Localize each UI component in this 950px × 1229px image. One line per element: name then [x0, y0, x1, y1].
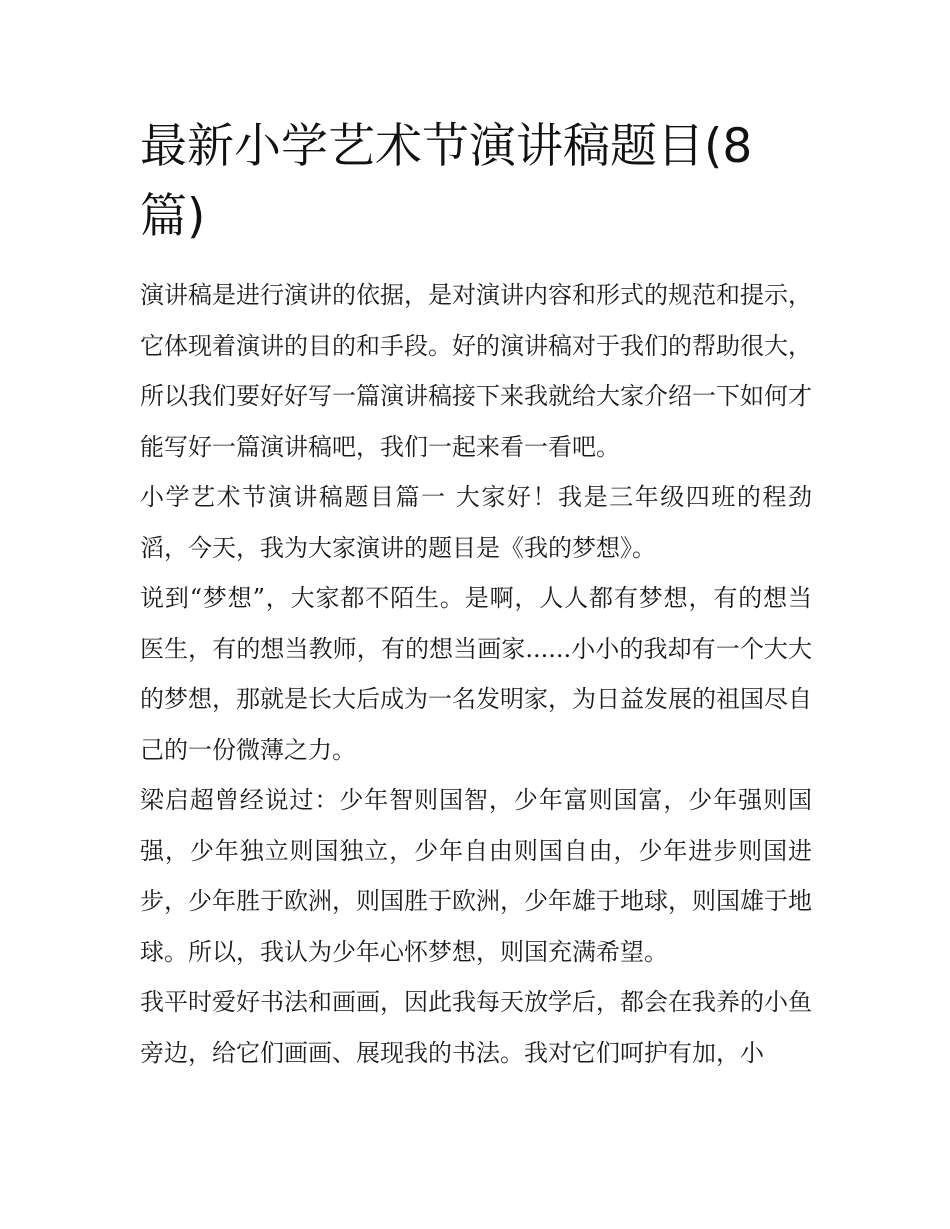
document-body: [140, 270, 812, 1078]
paragraph-dream: 说到“梦想”，大家都不陌生。是啊，人人都有梦想，有的想当医生，有的想当教师，有的想当画家......小小的我却有一个大大的梦想，那就是长大后成为一名发明家，为日益发展的祖国尽自己的一份微薄之力。: [140, 584, 812, 764]
paragraph-intro: 演讲稿是进行演讲的依据，是对演讲内容和形式的规范和提示，它体现着演讲的目的和手段。好的演讲稿对于我们的帮助很大，所以我们要好好写一篇演讲稿接下来我就给大家介绍一下如何才能写好一篇演讲稿吧，我们一起来看一看吧。: [140, 281, 812, 461]
paragraph-quote: 梁启超曾经说过：少年智则国智，少年富则国富，少年强则国强，少年独立则国独立，少年自由则国自由，少年进步则国进步，少年胜于欧洲，则国胜于欧洲，少年雄于地球，则国雄于地球。所以，我认为少年心怀梦想，则国充满希望。: [140, 786, 812, 966]
paragraph-hobby: 我平时爱好书法和画画，因此我每天放学后，都会在我养的小鱼旁边，给它们画画、展现我的书法。我对它们呵护有加，小: [140, 988, 812, 1067]
paragraph-speech-one-greeting: 小学艺术节演讲稿题目篇一 大家好！我是三年级四班的程劲滔，今天，我为大家演讲的题目是《我的梦想》。: [140, 483, 812, 562]
document-content: [140, 112, 812, 1078]
document-title: 最新小学艺术节演讲稿题目(8篇): [140, 119, 753, 244]
